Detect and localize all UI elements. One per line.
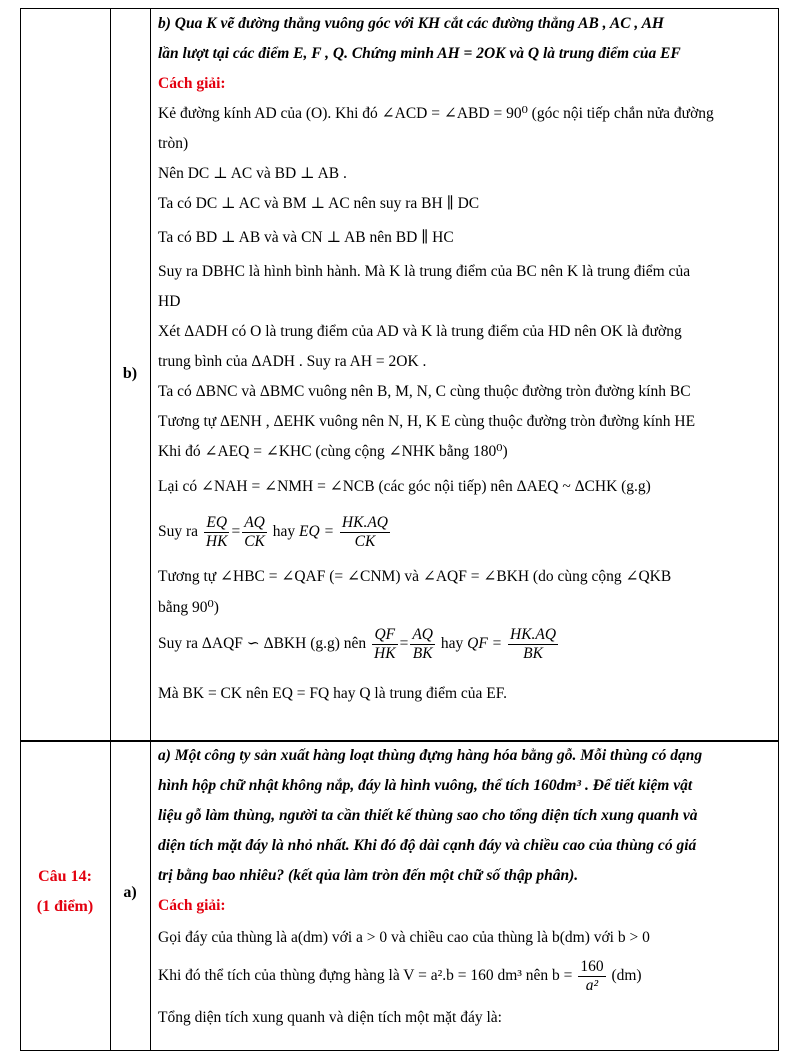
fraction: $\frac{AQ}{CK}$ [244, 514, 265, 550]
solution-line: HD [158, 293, 181, 310]
row-divider [20, 740, 779, 742]
table-border-bottom [20, 1050, 779, 1051]
column-divider-2 [150, 8, 151, 1051]
solution-line: tròn) [158, 135, 189, 152]
part-a-label: a) [123, 884, 137, 901]
solution-line: Gọi đáy của thùng là a(dm) với a > 0 và chiều cao của thùng là b(dm) với b > 0 [158, 929, 650, 946]
task-line: diện tích mặt đáy là nhỏ nhất. Khi đó độ dài cạnh đáy và chiều cao của thùng có giá [158, 837, 697, 854]
question-points: (1 điểm) [36, 898, 94, 915]
solution-line: Xét ΔADH có O là trung điểm của AD và K là trung điểm của HD nên OK là đường [158, 323, 682, 340]
text: Suy ra ΔAQF ∽ ΔBKH (g.g) nên [158, 635, 367, 653]
question-14-content [158, 744, 773, 1036]
fraction: $\frac{160}{\text{a²}}$ [580, 958, 604, 994]
part-b-content [158, 12, 773, 712]
table-border-right [778, 8, 779, 1051]
question-title: Câu 14: [38, 868, 92, 885]
solution-line: bằng 90⁰) [158, 599, 219, 616]
solution-line: Nên DC ⊥ AC và BD ⊥ AB . [158, 165, 347, 182]
fraction-line-2: Suy ra ΔAQF ∽ ΔBKH (g.g) nên $\frac{QF}{HK}$ = $\frac{AQ}{BK}$ hay QF = $\frac{HK.AQ}{BK}$ [158, 626, 557, 662]
fraction: $\frac{HK.AQ}{BK}$ [510, 626, 557, 662]
fraction: $\frac{EQ}{HK}$ [205, 514, 228, 550]
solution-line: trung bình của ΔADH . Suy ra AH = 2OK . [158, 353, 427, 370]
fraction: $\frac{HK.AQ}{CK}$ [341, 514, 388, 550]
task-line: trị bằng bao nhiêu? (kết qủa làm tròn đến một chữ số thập phân). [158, 867, 579, 884]
solution-heading: Cách giải: [158, 897, 226, 914]
solution-line: Mà BK = CK nên EQ = FQ hay Q là trung điểm của EF. [158, 685, 508, 702]
task-line-1: b) Qua K vẽ đường thẳng vuông góc với KH cắt các đường thẳng AB , AC , AH [158, 15, 664, 32]
solution-line: Ta có ΔBNC và ΔBMC vuông nên B, M, N, C cùng thuộc đường tròn đường kính BC [158, 383, 691, 400]
solution-line: Tương tự ∠HBC = ∠QAF (= ∠CNM) và ∠AQF = ∠BKH (do cùng cộng ∠QKB [158, 568, 672, 585]
fraction: $\frac{QF}{HK}$ [374, 626, 396, 662]
task-line: liệu gỗ làm thùng, người ta cần thiết kế thùng sao cho tổng diện tích xung quanh và [158, 807, 698, 824]
solution-line: Khi đó ∠AEQ = ∠KHC (cùng cộng ∠NHK bằng 180⁰) [158, 443, 508, 460]
solution-line: Lại có ∠NAH = ∠NMH = ∠NCB (các góc nội tiếp) nên ΔAEQ ~ ΔCHK (g.g) [158, 478, 651, 495]
question-14-label [20, 862, 110, 922]
task-line-2: lần lượt tại các điểm E, F , Q. Chứng minh AH = 2OK và Q là trung điểm của EF [158, 45, 681, 62]
fraction-line-3: Khi đó thể tích của thùng đựng hàng là V = a².b = 160 dm³ nên b = $\frac{160}{\text{a²}}$ (dm) [158, 958, 642, 994]
solution-line: Suy ra DBHC là hình bình hành. Mà K là trung điểm của BC nên K là trung điểm của [158, 263, 691, 280]
solution-line: Tương tự ΔENH , ΔEHK vuông nên N, H, K E cùng thuộc đường tròn đường kính HE [158, 413, 696, 430]
fraction-line-1: Suy ra $\frac{EQ}{HK}$ = $\frac{AQ}{CK}$ hay EQ = $\frac{HK.AQ}{CK}$ [158, 514, 388, 550]
table-border-top [20, 8, 779, 9]
solution-line: Ta có BD ⊥ AB và và CN ⊥ AB nên BD ∥ HC [158, 229, 454, 246]
solution-line: Tổng diện tích xung quanh và diện tích một mặt đáy là: [158, 1009, 502, 1026]
solution-heading: Cách giải: [158, 75, 226, 92]
task-line: a) Một công ty sản xuất hàng loạt thùng đựng hàng hóa bằng gỗ. Mỗi thùng có dạng [158, 747, 703, 764]
task-line: hình hộp chữ nhật không nắp, đáy là hình vuông, thể tích 160dm³ . Để tiết kiệm vật [158, 777, 693, 794]
fraction: $\frac{AQ}{BK}$ [412, 626, 433, 662]
text: Suy ra [158, 523, 199, 541]
part-b-label: b) [122, 365, 138, 382]
solution-line: Kẻ đường kính AD của (O). Khi đó ∠ACD = ∠ABD = 90⁰ (góc nội tiếp chắn nửa đường [158, 105, 714, 122]
solution-line: Ta có DC ⊥ AC và BM ⊥ AC nên suy ra BH ∥ DC [158, 195, 480, 212]
